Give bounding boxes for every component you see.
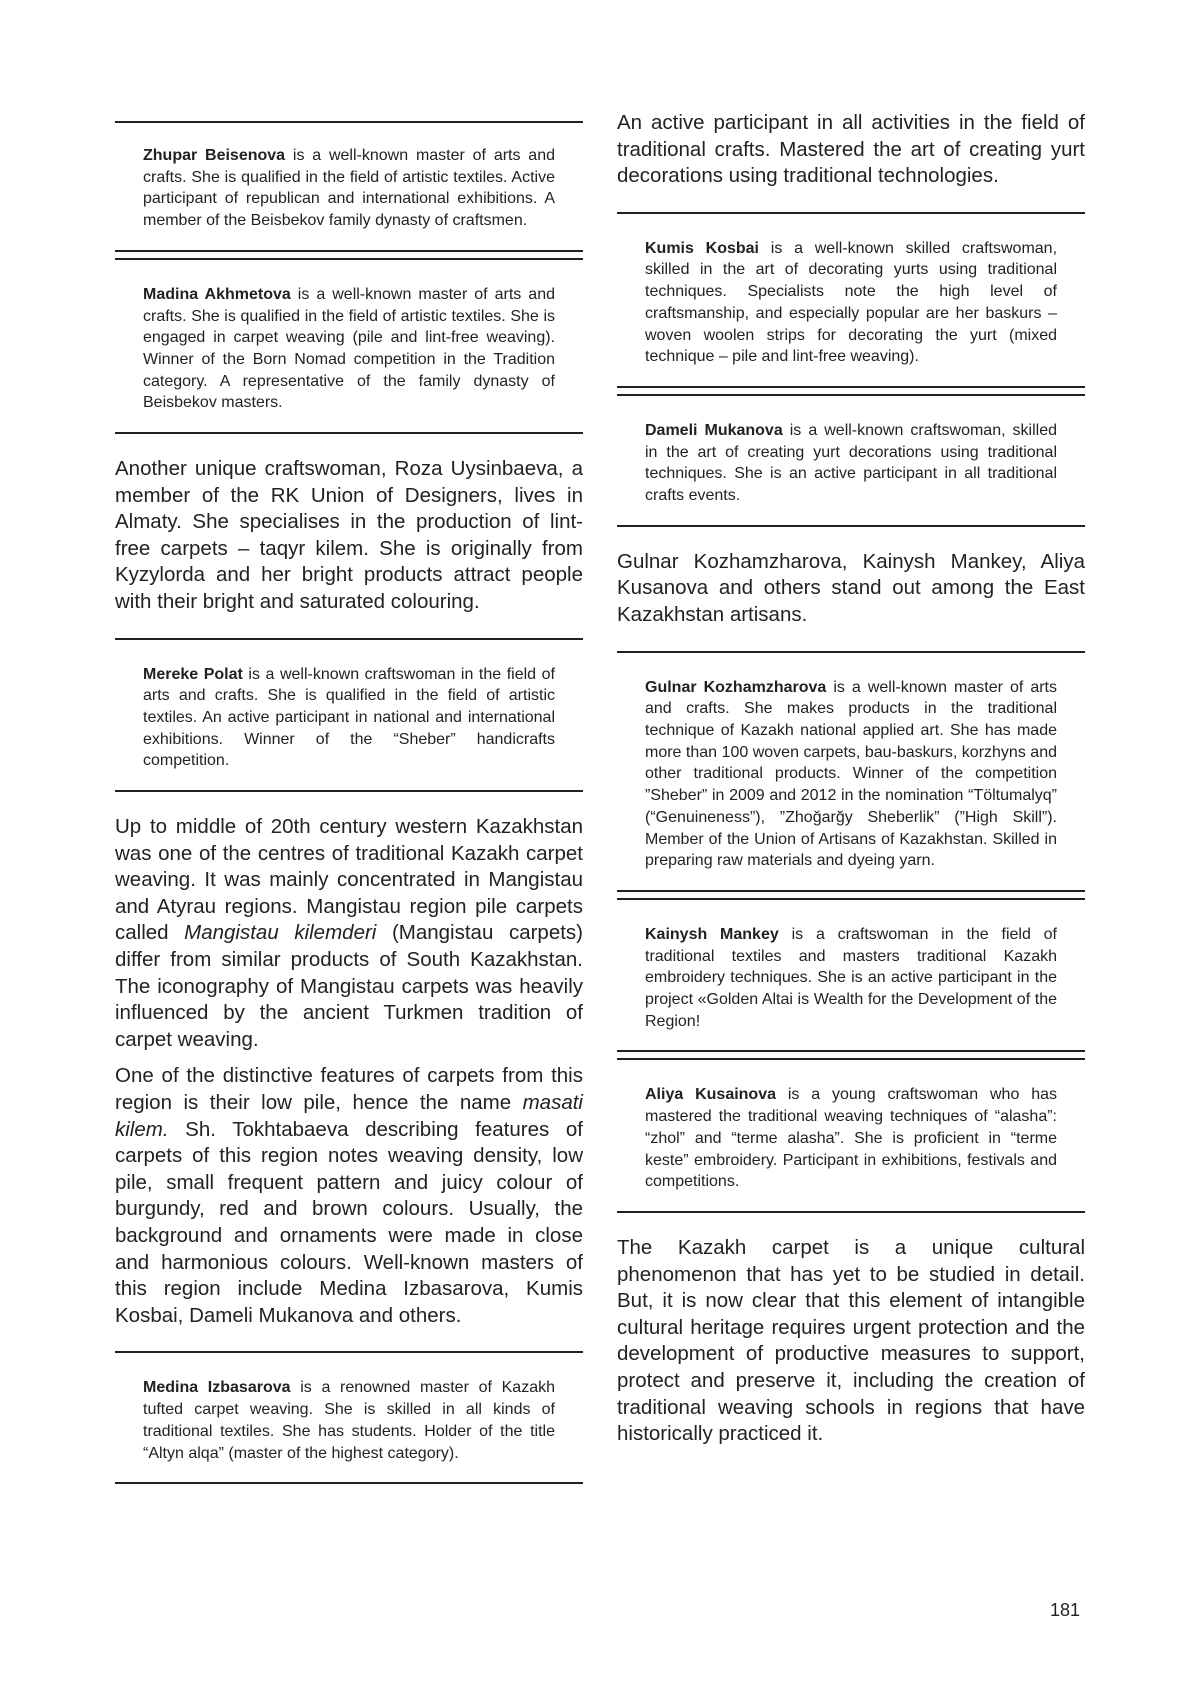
bio-text: is a well-known master of arts and crafts. She is qualified in the field of artistic textiles. She is engaged in carpet weaving (pile and lint-free weaving). Winner of the Born Nomad competition in the Tradition category. A representative of the family dynasty of Beisbekov masters. xyxy=(143,285,555,412)
bio-name: Aliya Kusainova xyxy=(645,1086,777,1104)
paragraph-distinctive-features xyxy=(115,1063,583,1329)
bio-name: Kumis Kosbai xyxy=(645,239,760,257)
bio-box-kainysh-mankey xyxy=(617,898,1085,1053)
bio-text: is a well-known craftswoman in the field of arts and crafts. She is qualified in the field of artistic textiles. An active participant in national and international exhibitions. Winner of the “Sheber” handicrafts competition. xyxy=(143,665,555,770)
bio-box-dameli-mukanova xyxy=(617,394,1085,527)
left-column xyxy=(115,100,583,1484)
bio-box-aliya-kusainova xyxy=(617,1058,1085,1213)
bio-text: is a craftswoman in the field of traditional textiles and masters traditional Kazakh embroidery techniques. She is an active participant in the project «Golden Altai is Wealth for the Development of the Region! xyxy=(645,925,1058,1030)
bio-name: Medina Izbasarova xyxy=(143,1379,291,1397)
paragraph-active-participant: An active participant in all activities in the field of traditional crafts. Mastered the art of creating yurt decorations using traditional technologies. xyxy=(617,111,1085,188)
bio-text: is a well-known skilled craftswoman, skilled in the art of decorating yurts using traditional techniques. Specialists note the high level of craftsmanship, and especially popular are her baskurs – woven woolen strips for decorating the yurt (mixed technique – pile and lint-free weaving). xyxy=(645,239,1058,366)
page-number: 181 xyxy=(1050,1600,1081,1620)
bio-text: is a well-known master of arts and crafts. She is qualified in the field of artistic textiles. Active participant of republican and international exhibitions. A member of the Beisbekov family dynasty of craftsmen. xyxy=(143,147,555,230)
paragraph-text: One of the distinctive features of carpets from this region is their low pile, hence the name xyxy=(115,1064,583,1115)
bio-name: Madina Akhmetova xyxy=(143,285,291,303)
bio-name: Mereke Polat xyxy=(143,665,243,683)
bio-text: is a well-known master of arts and crafts. She makes products in the traditional technique of Kazakh national applied art. She has made more than 100 woven carpets, bau-baskurs, korzhyns and other traditional products. Winner of the competition ”Sheber” in 2009 and 2012 in the nomination “Töltumalyq” (“Genuineness”), ”Zhoğarğy Sheberlik” (”High Skill”). Member of the Union of Artisans of Kazakhstan. Skilled in preparing raw materials and dyeing yarn. xyxy=(645,678,1057,870)
bio-name: Dameli Mukanova xyxy=(645,422,783,439)
paragraph-text: (Mangistau carpets) differ from similar products of South Kazakhstan. The iconography of Mangistau carpets was heavily influenced by the ancient Turkmen tradition of carpet weaving. xyxy=(115,921,583,1051)
bio-text: is a renowned master of Kazakh tufted carpet weaving. She is skilled in all kinds of traditional textiles. She has students. Holder of the title “Altyn alqa” (master of the highest category). xyxy=(143,1379,555,1462)
bio-name: Kainysh Mankey xyxy=(645,925,779,943)
paragraph-western-kazakhstan xyxy=(115,814,583,1053)
paragraph-text: Sh. Tokhtabaeva describing features of carpets of this region notes weaving density, low pile, small frequent pattern and juicy colour of burgundy, red and brown colours. Usually, the background and ornaments were made in close and harmonious colours. Well-known masters of this region include Medina Izbasarova, Kumis Kosbai, Dameli Mukanova and others. xyxy=(115,1117,583,1327)
bio-text: is a young craftswoman who has mastered the traditional weaving techniques of “alasha”: “zhol” and “terme alasha”. She is proficient in “terme keste” embroidery. Participant in exhibitions, festivals and competitions. xyxy=(645,1086,1058,1191)
bio-name: Gulnar Kozhamzharova xyxy=(645,678,827,696)
bio-box-medina-izbasarova xyxy=(115,1351,583,1484)
bio-box-zhupar-beisenova xyxy=(115,121,583,252)
paragraph-italic-term: Mangistau kilemderi xyxy=(184,921,377,945)
paragraph-roza-uysinbaeva: Another unique craftswoman, Roza Uysinbaeva, a member of the RK Union of Designers, lives in Almaty. She specialises in the production of lint-free carpets – taqyr kilem. She is originally from Kyzylorda and her bright products attract people with their bright and saturated colouring. xyxy=(115,457,583,613)
bio-text: is a well-known craftswoman, skilled in the art of creating yurt decorations using traditional techniques. She is an active participant in all traditional crafts events. xyxy=(645,422,1058,505)
paragraph-italic-term: masati kilem. xyxy=(115,1091,583,1141)
paragraph-text: Up to middle of 20th century western Kazakhstan was one of the centres of traditional Kazakh carpet weaving. It was mainly concentrated in Mangistau and Atyrau regions. Mangistau region pile carpets called xyxy=(115,815,583,945)
bio-name: Zhupar Beisenova xyxy=(143,147,286,164)
right-column xyxy=(617,100,1085,1448)
paragraph-east-kazakhstan: Gulnar Kozhamzharova, Kainysh Mankey, Aliya Kusanova and others stand out among the East Kazakhstan artisans. xyxy=(617,549,1085,626)
bio-box-mereke-polat xyxy=(115,638,583,793)
bio-box-kumis-kosbai xyxy=(617,212,1085,388)
bio-box-gulnar-kozhamzharova xyxy=(617,651,1085,892)
paragraph-conclusion: The Kazakh carpet is a unique cultural phenomenon that has yet to be studied in detail. But, it is now clear that this element of intangible cultural heritage requires urgent protection and the development of productive measures to support, protect and preserve it, including the creation of traditional weaving schools in regions that have historically practiced it. xyxy=(617,1235,1085,1446)
bio-box-madina-akhmetova xyxy=(115,258,583,434)
